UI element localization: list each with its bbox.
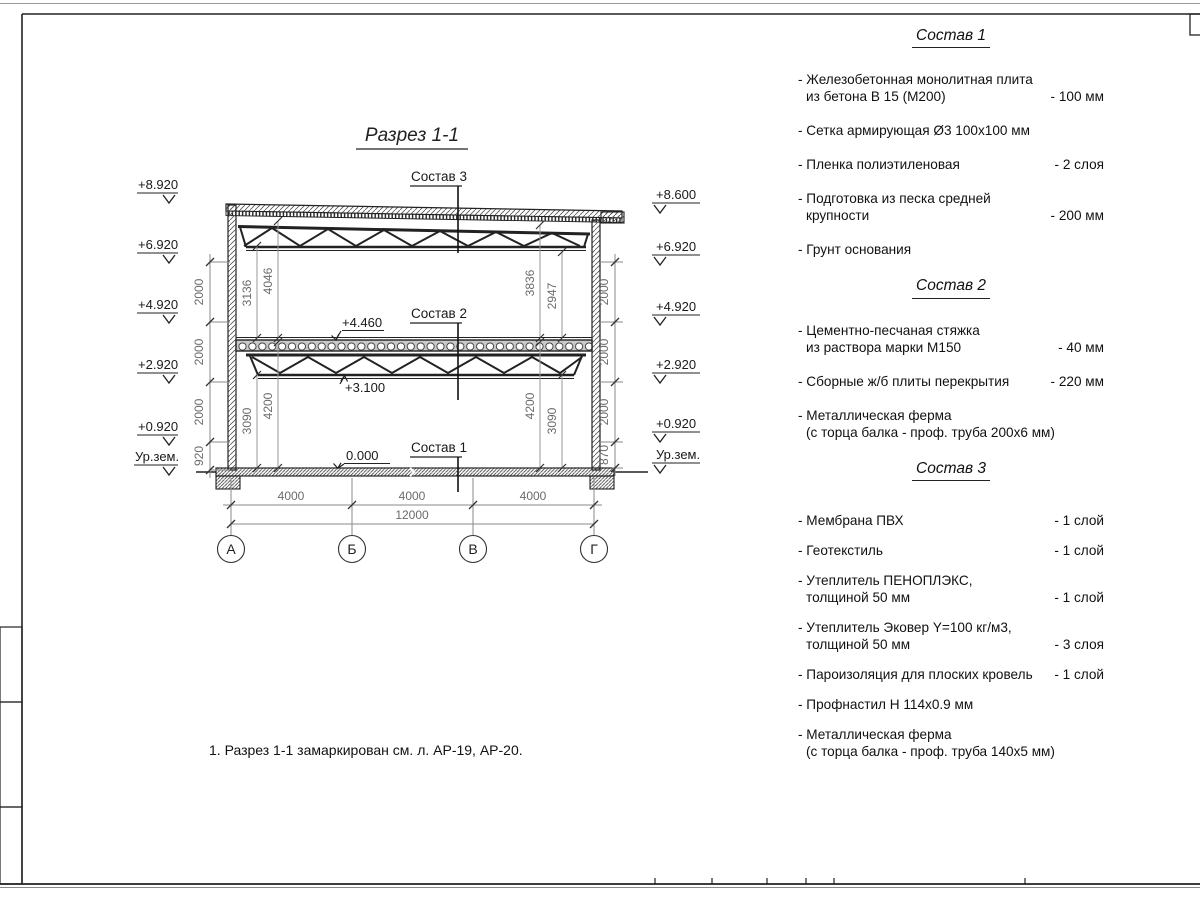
svg-text:+8.600: +8.600 xyxy=(656,187,697,202)
spec-line: - Металлическая ферма xyxy=(798,726,952,742)
dim-label: 4000 xyxy=(277,489,305,503)
elevation-mark xyxy=(137,357,178,383)
spec-item xyxy=(798,573,1104,607)
spec-line: - Пленка полиэтиленовая xyxy=(798,157,960,173)
dim-label: 2000 xyxy=(597,278,611,306)
level-4460 xyxy=(332,315,385,340)
roof-edge-cap xyxy=(601,212,624,223)
spec-line: - Геотекстиль xyxy=(798,542,883,558)
spec-item xyxy=(798,513,1104,530)
spec-heading xyxy=(798,276,1104,298)
spec-line: - Сетка армирующая Ø3 100х100 мм xyxy=(798,123,1030,139)
spec-line: - Мембрана ПВХ xyxy=(798,512,904,528)
level-0000 xyxy=(334,448,391,468)
elevation-mark xyxy=(137,177,178,203)
left-wall xyxy=(228,205,236,470)
spec-item xyxy=(798,374,1104,391)
ground-slab xyxy=(196,468,648,489)
spec-line: - Грунт основания xyxy=(798,242,912,258)
spec-line: - Подготовка из песка средней xyxy=(798,191,991,207)
axis-label: В xyxy=(468,541,478,557)
svg-text:+2.920: +2.920 xyxy=(138,357,179,372)
drawing-note: 1. Разрез 1-1 замаркирован см. л. АР-19, АР-20. xyxy=(209,742,523,758)
spec-line: - Утеплитель Эковер Y=100 кг/м3, xyxy=(798,619,1012,635)
dim-label: 2000 xyxy=(597,398,611,426)
spec-item xyxy=(798,697,1104,714)
dim-label-total: 12000 xyxy=(395,508,429,522)
drawing-title xyxy=(356,125,468,149)
svg-text:+4.920: +4.920 xyxy=(138,297,179,312)
spec-line: из раствора марки М150 xyxy=(806,339,962,355)
spec-section-1 xyxy=(798,26,1104,259)
elevation-mark xyxy=(652,416,700,442)
dim-label: 870 xyxy=(597,444,611,466)
svg-text:Состав 1: Состав 1 xyxy=(411,440,467,455)
svg-text:+4.460: +4.460 xyxy=(342,315,383,330)
spec-value: - 40 мм xyxy=(1058,339,1104,355)
spec-value: - 1 слой xyxy=(1054,589,1104,605)
dim-label: 4000 xyxy=(519,489,547,503)
dim-label: 2000 xyxy=(597,338,611,366)
spec-heading xyxy=(798,26,1104,48)
spec-title: Состав 2 xyxy=(912,276,990,298)
dim-label: 2947 xyxy=(545,282,559,310)
dim-chain-left xyxy=(206,254,230,478)
leader-sostav2 xyxy=(410,306,467,400)
spec-heading xyxy=(798,459,1104,481)
elevation-marks-left xyxy=(134,177,179,475)
spec-item xyxy=(798,72,1104,106)
spec-line: толщиной 50 мм xyxy=(806,636,911,652)
spec-line: крупности xyxy=(806,208,870,224)
left-footing xyxy=(216,476,240,489)
spec-section-2 xyxy=(798,276,1104,441)
spec-line: (с торца балка - проф. труба 140х5 мм) xyxy=(806,743,1055,759)
dim-label: 3090 xyxy=(240,407,254,435)
spec-value: - 100 мм xyxy=(1050,89,1104,105)
svg-text:+6.920: +6.920 xyxy=(656,239,697,254)
spec-item xyxy=(798,620,1104,654)
spec-line: - Пароизоляция для плоских кровель xyxy=(798,666,1033,682)
spec-section-3 xyxy=(798,459,1104,761)
axis-label: А xyxy=(226,541,236,557)
spec-item xyxy=(798,543,1104,560)
axis-bubbles xyxy=(218,536,608,563)
svg-text:+3.100: +3.100 xyxy=(345,380,386,395)
svg-text:+8.920: +8.920 xyxy=(138,177,179,192)
spec-item xyxy=(798,242,1104,259)
elevation-mark xyxy=(137,419,178,445)
spec-value: - 1 слой xyxy=(1054,542,1104,558)
elevation-mark-ground xyxy=(134,449,179,475)
spec-title: Состав 1 xyxy=(912,26,990,48)
leader-sostav1 xyxy=(410,440,467,492)
spec-value: - 2 слоя xyxy=(1054,157,1104,173)
svg-text:+2.920: +2.920 xyxy=(656,357,697,372)
dim-label: 920 xyxy=(192,445,206,467)
svg-text:+0.920: +0.920 xyxy=(656,416,697,431)
spec-value: - 3 слоя xyxy=(1054,636,1104,652)
dim-label: 4200 xyxy=(523,392,537,420)
spec-item xyxy=(798,667,1104,684)
dim-label: 4200 xyxy=(261,392,275,420)
dim-label: 3136 xyxy=(240,279,254,307)
page-title: Разрез 1-1 xyxy=(364,125,460,146)
spec-item xyxy=(798,123,1104,140)
spec-line: - Металлическая ферма xyxy=(798,407,952,423)
elevation-mark xyxy=(137,237,178,263)
svg-text:Ур.зем.: Ур.зем. xyxy=(656,447,701,462)
elevation-mark xyxy=(652,239,700,265)
dim-label: 3090 xyxy=(545,407,559,435)
svg-text:0.000: 0.000 xyxy=(346,448,379,463)
top-truss xyxy=(238,227,590,251)
svg-text:+0.920: +0.920 xyxy=(138,419,179,434)
dim-label: 2000 xyxy=(192,278,206,306)
axis-label: Б xyxy=(347,541,357,557)
mid-truss xyxy=(246,355,586,379)
spec-line: - Цементно-песчаная стяжка xyxy=(798,322,980,338)
svg-text:+6.920: +6.920 xyxy=(138,237,179,252)
dim-label: 3836 xyxy=(523,269,537,297)
svg-text:Состав 2: Состав 2 xyxy=(411,306,467,321)
spec-line: - Сборные ж/б плиты перекрытия xyxy=(798,373,1010,389)
dim-label: 4000 xyxy=(398,489,426,503)
spec-line: из бетона В 15 (М200) xyxy=(806,89,946,105)
elevation-mark xyxy=(137,297,178,323)
axis-label: Г xyxy=(590,541,598,557)
spec-item xyxy=(798,157,1104,174)
dim-label: 4046 xyxy=(261,267,275,295)
spec-line: - Железобетонная монолитная плита xyxy=(798,72,1033,88)
spec-value: - 1 слой xyxy=(1054,512,1104,528)
spec-line: - Профнастил Н 114х0.9 мм xyxy=(798,696,974,712)
spec-item xyxy=(798,323,1104,357)
elevation-mark xyxy=(652,187,700,213)
spec-line: - Утеплитель ПЕНОПЛЭКС, xyxy=(798,572,973,588)
elevation-mark xyxy=(652,299,700,325)
elevation-mark-ground xyxy=(652,447,700,473)
spec-item xyxy=(798,408,1104,442)
dim-label: 2000 xyxy=(192,338,206,366)
svg-text:Состав 3: Состав 3 xyxy=(411,169,467,184)
spec-title: Состав 3 xyxy=(912,459,990,481)
spec-line: (с торца балка - проф. труба 200х6 мм) xyxy=(806,424,1055,440)
spec-item xyxy=(798,191,1104,225)
spec-value: - 220 мм xyxy=(1050,373,1104,389)
roof-assembly xyxy=(226,204,624,223)
spec-value: - 1 слой xyxy=(1054,666,1104,682)
svg-text:Ур.зем.: Ур.зем. xyxy=(135,449,180,464)
dim-label: 2000 xyxy=(192,398,206,426)
specs-panel xyxy=(798,26,1104,774)
elevation-marks-right xyxy=(652,187,700,473)
spec-line: толщиной 50 мм xyxy=(806,589,911,605)
dims-bottom xyxy=(223,478,602,535)
frame-corner-cell xyxy=(1190,14,1200,35)
spec-item xyxy=(798,727,1104,761)
frame-margin-cells xyxy=(0,627,22,884)
svg-text:+4.920: +4.920 xyxy=(656,299,697,314)
elevation-mark xyxy=(652,357,700,383)
spec-value: - 200 мм xyxy=(1050,208,1104,224)
